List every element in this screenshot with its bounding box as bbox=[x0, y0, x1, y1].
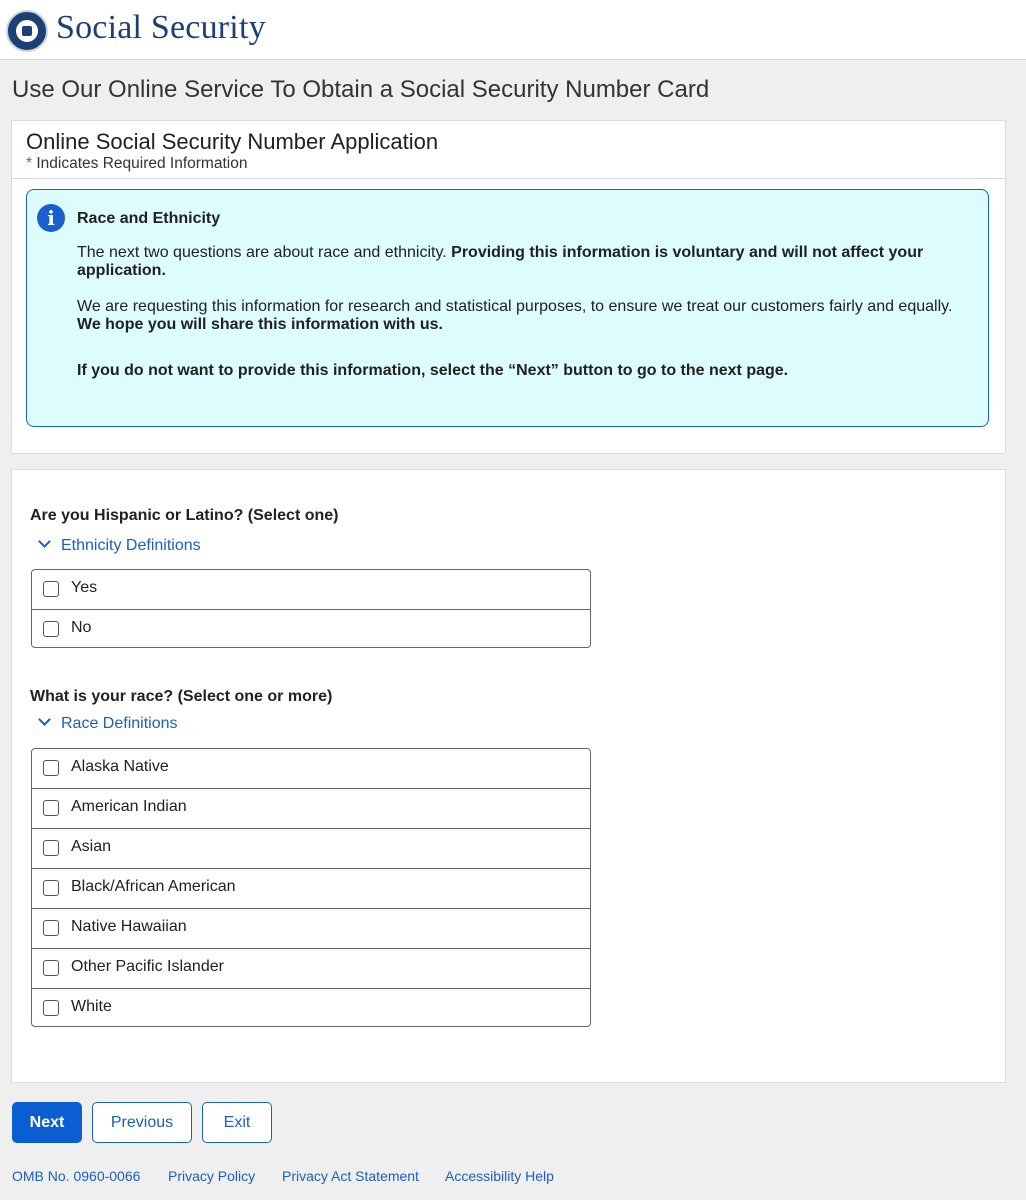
race-option-other-pacific-islander[interactable] bbox=[32, 949, 590, 989]
site-header bbox=[0, 0, 1026, 60]
checkbox[interactable] bbox=[43, 960, 59, 976]
ssa-seal-logo[interactable] bbox=[6, 10, 48, 52]
race-ethnicity-info-alert bbox=[26, 189, 989, 427]
option-label: No bbox=[71, 619, 92, 636]
form-title: Online Social Security Number Application bbox=[26, 129, 439, 154]
ethnicity-question: Are you Hispanic or Latino? (Select one) bbox=[30, 507, 339, 524]
chevron-down-icon bbox=[38, 535, 51, 548]
page-title: Use Our Online Service To Obtain a Social Security Number Card bbox=[12, 76, 710, 103]
seal-inner-ring bbox=[14, 18, 40, 44]
ethnicity-options bbox=[31, 569, 591, 648]
ethnicity-option-yes[interactable] bbox=[32, 570, 590, 610]
race-option-american-indian[interactable] bbox=[32, 789, 590, 829]
checkbox[interactable] bbox=[43, 760, 59, 776]
checkbox[interactable] bbox=[43, 880, 59, 896]
ethnicity-option-no[interactable] bbox=[32, 610, 590, 648]
option-label: Yes bbox=[71, 579, 98, 596]
race-definitions-toggle[interactable] bbox=[40, 715, 178, 733]
ethnicity-definitions-toggle[interactable] bbox=[40, 537, 201, 555]
omb-number-link[interactable]: OMB No. 0960-0066 bbox=[12, 1168, 141, 1184]
alert-p2-bold: We hope you will share this information with us. bbox=[77, 316, 443, 333]
race-option-alaska-native[interactable] bbox=[32, 749, 590, 789]
option-label: Native Hawaiian bbox=[71, 918, 187, 935]
seal-emblem bbox=[22, 26, 32, 36]
required-note bbox=[26, 155, 247, 173]
race-ethnicity-form-card bbox=[11, 469, 1006, 1083]
option-label: American Indian bbox=[71, 798, 187, 815]
privacy-policy-link[interactable]: Privacy Policy bbox=[168, 1168, 256, 1184]
brand-name[interactable]: Social Security bbox=[56, 9, 266, 46]
race-option-asian[interactable] bbox=[32, 829, 590, 869]
chevron-down-icon bbox=[38, 713, 51, 726]
alert-paragraph-purpose bbox=[77, 298, 972, 334]
option-label: Black/African American bbox=[71, 878, 236, 895]
previous-button[interactable]: Previous bbox=[92, 1102, 192, 1143]
race-question: What is your race? (Select one or more) bbox=[30, 688, 333, 705]
alert-paragraph-voluntary bbox=[77, 244, 972, 280]
checkbox[interactable] bbox=[43, 800, 59, 816]
race-option-black-african-american[interactable] bbox=[32, 869, 590, 909]
alert-p1-bold: Providing this information is voluntary and will not affect your application. bbox=[77, 244, 924, 279]
alert-title: Race and Ethnicity bbox=[77, 210, 221, 227]
required-note-text: Indicates Required Information bbox=[36, 155, 248, 172]
application-info-card bbox=[11, 120, 1006, 454]
race-definitions-label: Race Definitions bbox=[61, 715, 178, 732]
race-option-native-hawaiian[interactable] bbox=[32, 909, 590, 949]
alert-p1-text: The next two questions are about race and ethnicity. bbox=[77, 244, 452, 261]
checkbox[interactable] bbox=[43, 920, 59, 936]
ethnicity-definitions-label: Ethnicity Definitions bbox=[61, 537, 201, 554]
next-button[interactable]: Next bbox=[12, 1102, 82, 1143]
option-label: White bbox=[71, 998, 112, 1015]
checkbox[interactable] bbox=[43, 621, 59, 637]
option-label: Alaska Native bbox=[71, 758, 169, 775]
race-options bbox=[31, 748, 591, 1027]
race-option-white[interactable] bbox=[32, 989, 590, 1027]
option-label: Asian bbox=[71, 838, 112, 855]
privacy-act-statement-link[interactable]: Privacy Act Statement bbox=[282, 1168, 419, 1184]
checkbox[interactable] bbox=[43, 1000, 59, 1016]
option-label: Other Pacific Islander bbox=[71, 958, 224, 975]
checkbox[interactable] bbox=[43, 840, 59, 856]
info-icon: i bbox=[37, 204, 65, 232]
accessibility-help-link[interactable]: Accessibility Help bbox=[445, 1168, 554, 1184]
card-header bbox=[12, 121, 1005, 179]
alert-paragraph-skip: If you do not want to provide this information, select the “Next” button to go to the next page. bbox=[77, 362, 789, 379]
checkbox[interactable] bbox=[43, 581, 59, 597]
exit-button[interactable]: Exit bbox=[202, 1102, 272, 1143]
alert-p2-text: We are requesting this information for research and statistical purposes, to ensure we treat our customers fairly and equally. bbox=[77, 298, 953, 315]
required-asterisk: * bbox=[26, 155, 33, 172]
